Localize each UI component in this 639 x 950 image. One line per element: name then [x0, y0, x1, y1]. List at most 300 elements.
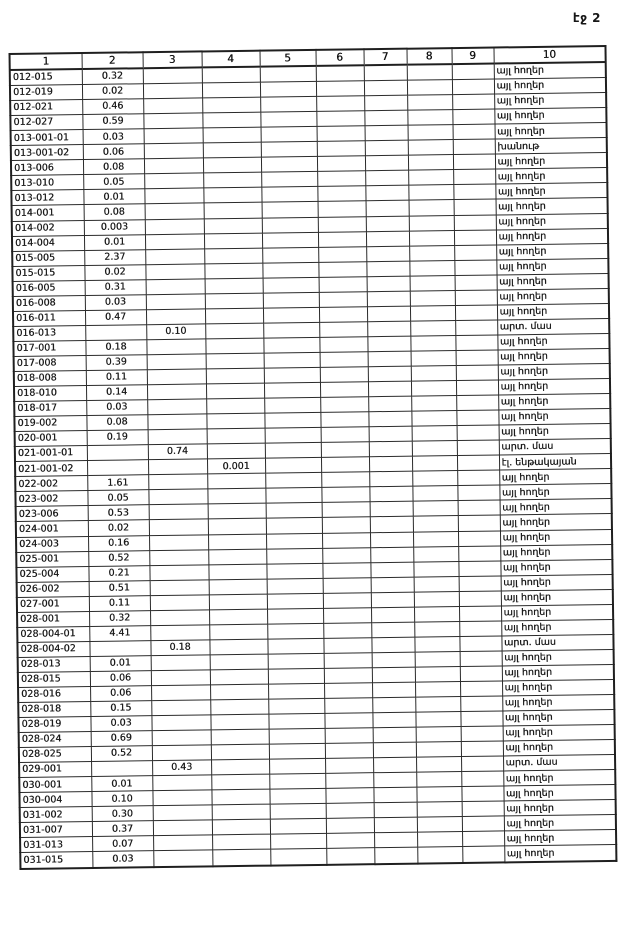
table-cell [264, 367, 320, 383]
table-cell [413, 561, 458, 577]
table-cell [145, 249, 204, 265]
table-cell [458, 515, 500, 531]
parcel-code-cell: 031-002 [20, 807, 92, 823]
table-cell [407, 80, 452, 96]
table-cell [146, 309, 205, 325]
table-cell [415, 651, 460, 667]
table-cell [412, 456, 457, 472]
table-cell [416, 787, 461, 803]
table-cell [417, 832, 462, 848]
table-cell [208, 564, 266, 580]
table-cell [411, 396, 456, 412]
table-cell [460, 711, 502, 727]
parcel-code-cell: 015-015 [12, 265, 84, 281]
table-cell: 0.51 [89, 580, 150, 596]
table-cell [370, 517, 413, 533]
table-cell [316, 96, 364, 112]
table-cell [147, 414, 206, 430]
table-cell [144, 128, 203, 144]
table-cell [262, 217, 318, 233]
parcel-code-cell: 018-010 [14, 386, 86, 402]
parcel-code-cell: 031-007 [20, 822, 92, 838]
parcel-code-cell: 017-008 [14, 355, 86, 371]
table-cell [204, 233, 262, 249]
table-cell [319, 276, 367, 292]
table-cell [208, 534, 266, 550]
parcel-code-cell: 018-017 [14, 401, 86, 417]
land-use-cell: արտ. մաս [503, 755, 615, 772]
table-cell [206, 383, 264, 399]
table-cell [270, 819, 326, 835]
table-cell [321, 457, 369, 473]
table-cell [416, 772, 461, 788]
table-cell [372, 652, 415, 668]
parcel-code-cell: 015-005 [12, 250, 84, 266]
table-cell [413, 501, 458, 517]
table-cell [372, 712, 415, 728]
table-cell [265, 428, 321, 444]
table-cell [364, 95, 407, 111]
table-cell [263, 322, 319, 338]
parcel-code-cell: 028-024 [19, 732, 91, 748]
table-cell: 0.07 [92, 836, 153, 852]
land-use-cell: այլ հողեր [498, 348, 610, 365]
table-cell [144, 143, 203, 159]
land-use-cell: այլ հողեր [497, 303, 609, 320]
table-cell [409, 260, 454, 276]
table-cell [458, 546, 500, 562]
table-wrapper [9, 45, 616, 869]
parcel-code-cell: 012-027 [10, 115, 82, 131]
table-cell [204, 263, 262, 279]
column-header: 4 [202, 51, 260, 68]
table-cell [456, 380, 498, 396]
table-cell [266, 563, 322, 579]
table-cell: 0.11 [86, 370, 147, 386]
table-cell [146, 339, 205, 355]
table-cell [453, 169, 495, 185]
table-cell [207, 488, 265, 504]
table-cell [152, 775, 211, 791]
table-cell: 0.08 [83, 159, 144, 175]
table-cell [408, 140, 453, 156]
table-cell [202, 82, 260, 98]
table-cell [262, 232, 318, 248]
table-cell [263, 307, 319, 323]
table-cell [326, 818, 374, 834]
table-cell [412, 471, 457, 487]
parcel-code-cell: 014-001 [12, 205, 84, 221]
table-cell [365, 125, 408, 141]
table-cell [146, 279, 205, 295]
table-cell [202, 97, 260, 113]
table-cell [261, 187, 317, 203]
parcel-code-cell: 031-015 [20, 852, 92, 869]
table-cell [153, 820, 212, 836]
table-cell: 0.39 [86, 355, 147, 371]
parcel-code-cell: 024-001 [16, 521, 88, 537]
table-cell [374, 802, 417, 818]
table-cell [408, 170, 453, 186]
land-use-cell: այլ հողեր [495, 153, 607, 170]
table-cell: 0.06 [83, 144, 144, 160]
table-cell [264, 397, 320, 413]
table-cell [455, 290, 497, 306]
table-cell [460, 696, 502, 712]
table-cell [204, 248, 262, 264]
table-cell [459, 606, 501, 622]
table-cell [260, 82, 316, 98]
parcel-code-cell: 013-006 [11, 160, 83, 176]
table-cell: 0.21 [88, 565, 149, 581]
table-cell: 0.03 [85, 294, 146, 310]
table-cell [370, 547, 413, 563]
table-cell [374, 833, 417, 849]
table-cell [325, 788, 373, 804]
table-cell [320, 397, 368, 413]
land-use-cell: այլ հողեր [495, 168, 607, 185]
column-header: 8 [406, 48, 451, 65]
table-cell [367, 291, 410, 307]
table-cell [413, 516, 458, 532]
land-use-cell: այլ հողեր [498, 379, 610, 396]
table-cell [415, 697, 460, 713]
land-use-cell: այլ հողեր [496, 258, 608, 275]
table-cell [149, 519, 208, 535]
table-cell: 0.08 [86, 415, 147, 431]
table-cell [260, 97, 316, 113]
table-cell [324, 698, 372, 714]
table-cell: 0.01 [83, 189, 144, 205]
table-cell [322, 502, 370, 518]
table-cell [371, 577, 414, 593]
table-cell [268, 668, 324, 684]
table-cell [323, 592, 371, 608]
table-cell [409, 200, 454, 216]
table-cell [91, 761, 152, 777]
table-cell [266, 548, 322, 564]
table-cell: 0.03 [90, 716, 151, 732]
table-cell [415, 666, 460, 682]
table-cell [145, 218, 204, 234]
table-cell [261, 142, 317, 158]
table-cell [366, 261, 409, 277]
table-cell: 0.001 [207, 458, 265, 474]
table-cell [366, 216, 409, 232]
table-cell [457, 425, 499, 441]
table-cell [210, 654, 268, 670]
table-cell [373, 772, 416, 788]
table-cell: 0.01 [90, 656, 151, 672]
table-cell [205, 278, 263, 294]
table-cell: 4.41 [89, 625, 150, 641]
table-cell [203, 188, 261, 204]
table-cell [410, 335, 455, 351]
table-cell [411, 381, 456, 397]
table-cell [211, 774, 269, 790]
table-cell [369, 426, 412, 442]
land-use-cell: այլ հողեր [494, 108, 606, 125]
table-cell [454, 260, 496, 276]
land-use-cell: այլ հողեր [497, 273, 609, 290]
table-cell: 0.16 [88, 535, 149, 551]
table-cell [209, 624, 267, 640]
table-cell [457, 485, 499, 501]
table-cell [454, 199, 496, 215]
land-use-cell: այլ հողեր [500, 559, 612, 576]
table-cell [208, 549, 266, 565]
table-cell [367, 321, 410, 337]
table-cell: 0.32 [82, 68, 143, 84]
table-cell [205, 338, 263, 354]
table-cell [209, 639, 267, 655]
table-cell [365, 171, 408, 187]
table-cell [460, 666, 502, 682]
table-cell [410, 290, 455, 306]
table-cell [371, 622, 414, 638]
table-cell: 0.11 [89, 595, 150, 611]
table-cell [207, 443, 265, 459]
parcel-code-cell: 028-001 [17, 611, 89, 627]
table-cell [212, 804, 270, 820]
table-cell: 0.02 [88, 520, 149, 536]
table-cell [458, 561, 500, 577]
table-cell: 0.69 [91, 731, 152, 747]
table-cell [322, 532, 370, 548]
table-cell [269, 744, 325, 760]
table-cell [150, 580, 209, 596]
table-cell [149, 549, 208, 565]
table-cell [318, 246, 366, 262]
table-cell: 0.46 [82, 99, 143, 115]
table-cell [325, 773, 373, 789]
table-cell: 0.05 [83, 174, 144, 190]
table-cell [457, 440, 499, 456]
table-cell [458, 530, 500, 546]
table-cell [263, 277, 319, 293]
table-cell: 0.02 [82, 84, 143, 100]
table-cell [367, 336, 410, 352]
table-cell: 0.37 [92, 821, 153, 837]
parcel-code-cell: 030-004 [19, 792, 91, 808]
table-cell [461, 726, 503, 742]
table-cell [151, 655, 210, 671]
table-cell [462, 801, 504, 817]
table-cell [268, 698, 324, 714]
table-cell [265, 488, 321, 504]
table-cell [459, 636, 501, 652]
table-cell: 0.47 [85, 310, 146, 326]
table-cell [454, 230, 496, 246]
table-cell [371, 637, 414, 653]
table-cell [407, 64, 452, 80]
land-use-cell: այլ հողեր [502, 710, 614, 727]
table-cell [208, 519, 266, 535]
table-cell [153, 835, 212, 851]
land-use-cell: արտ. մաս [497, 318, 609, 335]
parcel-code-cell: 028-018 [18, 702, 90, 718]
table-cell [454, 245, 496, 261]
table-cell [411, 350, 456, 366]
table-cell [455, 275, 497, 291]
table-cell [370, 562, 413, 578]
table-cell [151, 685, 210, 701]
table-cell [204, 218, 262, 234]
table-cell [461, 786, 503, 802]
table-cell [270, 849, 326, 865]
table-cell [369, 487, 412, 503]
table-cell [204, 203, 262, 219]
table-cell [461, 741, 503, 757]
land-use-cell: այլ հողեր [496, 198, 608, 215]
column-header: 7 [363, 49, 406, 66]
table-cell [323, 577, 371, 593]
table-cell [206, 398, 264, 414]
table-cell [416, 757, 461, 773]
table-cell [456, 395, 498, 411]
table-cell: 2.37 [84, 249, 145, 265]
land-use-cell: այլ հողեր [504, 830, 616, 847]
table-cell [407, 95, 452, 111]
table-cell [210, 669, 268, 685]
table-cell [320, 367, 368, 383]
table-cell [417, 817, 462, 833]
table-cell [462, 831, 504, 847]
table-cell [324, 683, 372, 699]
table-cell [319, 307, 367, 323]
table-cell: 0.18 [150, 640, 209, 656]
table-cell [149, 504, 208, 520]
parcel-code-cell: 014-002 [12, 220, 84, 236]
table-cell [409, 230, 454, 246]
table-cell [452, 79, 494, 95]
table-body [10, 62, 617, 868]
land-use-cell: այլ հողեր [500, 529, 612, 546]
table-cell [143, 98, 202, 114]
table-cell [324, 668, 372, 684]
land-use-cell: այլ հողեր [502, 649, 614, 666]
table-cell [326, 833, 374, 849]
table-cell [149, 564, 208, 580]
table-cell [267, 578, 323, 594]
table-cell [416, 742, 461, 758]
table-cell [368, 366, 411, 382]
table-cell [317, 156, 365, 172]
table-cell [264, 382, 320, 398]
table-cell [452, 64, 494, 80]
table-cell [208, 504, 266, 520]
land-use-cell: այլ հողեր [498, 409, 610, 426]
land-use-cell: այլ հողեր [501, 604, 613, 621]
table-cell [143, 67, 202, 83]
table-cell [267, 638, 323, 654]
table-cell [202, 112, 260, 128]
table-cell: 0.52 [88, 550, 149, 566]
land-use-cell: այլ հողեր [503, 770, 615, 787]
table-cell [372, 667, 415, 683]
table-cell [210, 684, 268, 700]
parcel-code-cell: 016-005 [13, 280, 85, 296]
table-cell [374, 818, 417, 834]
table-cell [459, 621, 501, 637]
table-cell [206, 353, 264, 369]
column-header: 5 [260, 50, 316, 67]
table-cell [369, 471, 412, 487]
table-cell [456, 365, 498, 381]
table-cell [151, 700, 210, 716]
column-header: 1 [10, 53, 82, 70]
parcel-code-cell: 014-004 [12, 235, 84, 251]
table-cell [145, 203, 204, 219]
table-cell [413, 546, 458, 562]
table-cell [366, 246, 409, 262]
table-cell: 0.32 [89, 610, 150, 626]
land-use-cell: այլ հողեր [496, 243, 608, 260]
table-cell [318, 216, 366, 232]
land-use-cell: այլ հողեր [504, 800, 616, 817]
table-cell [203, 127, 261, 143]
land-use-cell: այլ հողեր [499, 424, 611, 441]
table-cell [202, 67, 260, 83]
table-cell [412, 486, 457, 502]
land-use-cell: այլ հողեր [503, 785, 615, 802]
parcel-code-cell: 016-011 [13, 310, 85, 326]
parcel-code-cell: 017-001 [13, 340, 85, 356]
table-cell [370, 502, 413, 518]
table-cell [317, 126, 365, 142]
table-cell [205, 323, 263, 339]
table-cell [265, 458, 321, 474]
table-cell [318, 231, 366, 247]
land-parcel-table [9, 45, 618, 869]
table-cell [372, 697, 415, 713]
land-use-cell: այլ հողեր [500, 544, 612, 561]
parcel-code-cell: 028-013 [18, 656, 90, 672]
table-cell [368, 411, 411, 427]
table-cell [144, 173, 203, 189]
table-cell [325, 758, 373, 774]
table-cell [456, 350, 498, 366]
table-cell [211, 744, 269, 760]
table-cell [152, 730, 211, 746]
table-cell [147, 354, 206, 370]
parcel-code-cell: 028-016 [18, 686, 90, 702]
table-cell [148, 474, 207, 490]
column-header: 6 [315, 49, 363, 66]
table-cell: 0.43 [152, 760, 211, 776]
table-cell [268, 653, 324, 669]
table-cell [266, 503, 322, 519]
table-cell [261, 172, 317, 188]
table-cell [364, 80, 407, 96]
table-cell [147, 399, 206, 415]
land-use-cell: այլ հողեր [495, 183, 607, 200]
table-cell [266, 533, 322, 549]
table-cell [209, 579, 267, 595]
parcel-code-cell: 022-002 [15, 476, 87, 492]
table-cell [410, 320, 455, 336]
table-cell [151, 670, 210, 686]
table-cell [455, 305, 497, 321]
table-cell [268, 683, 324, 699]
table-cell [316, 65, 364, 81]
table-cell: 0.14 [86, 385, 147, 401]
table-cell [409, 215, 454, 231]
table-cell [369, 456, 412, 472]
table-cell [144, 188, 203, 204]
table-cell [453, 184, 495, 200]
table-cell [260, 112, 316, 128]
